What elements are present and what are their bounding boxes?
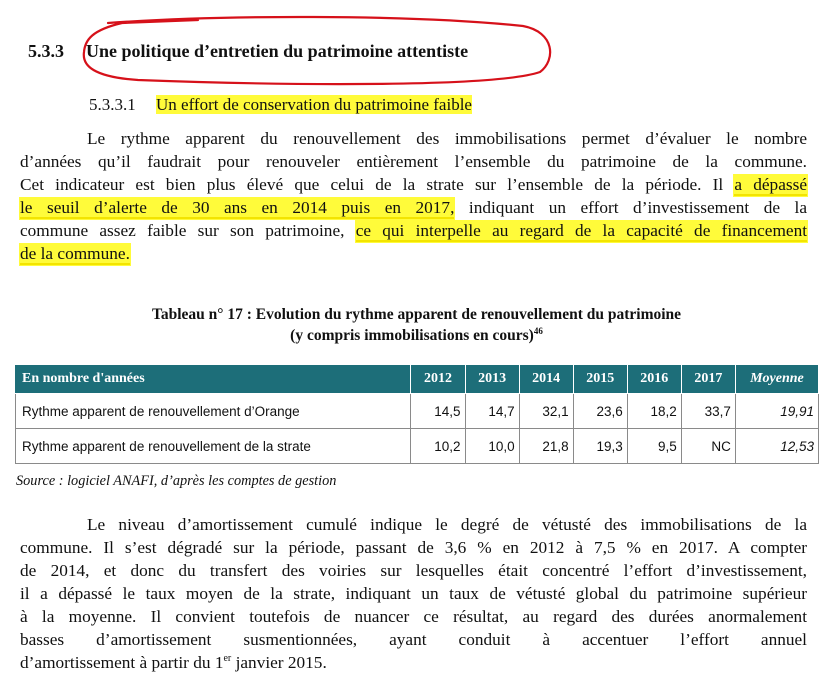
paragraph-1-line-6 bbox=[20, 243, 807, 265]
paragraph-1-line-2: d’années qu’il faudrait pour renouveler entièrement l’ensemble du patrimoine de la commune. bbox=[20, 152, 807, 171]
table-cell: 14,5 bbox=[411, 394, 465, 429]
paragraph-2-text: d’amortissement à partir du 1 bbox=[20, 653, 224, 672]
highlighted-text: a dépassé bbox=[734, 175, 807, 194]
paragraph-2-line-6: basses d’amortissement susmentionnées, ayant conduit à accentuer l’effort annuel bbox=[20, 630, 807, 649]
paragraph-1-text: Cet indicateur est bien plus élevé que celui de la strate sur l’ensemble de la période. Il bbox=[20, 175, 724, 194]
highlighted-text: le seuil d’alerte de 30 ans en 2014 puis en 2017, bbox=[20, 198, 455, 217]
table-cell: 19,3 bbox=[573, 429, 627, 464]
table-cell: 9,5 bbox=[627, 429, 681, 464]
table-cell: 10,2 bbox=[411, 429, 465, 464]
paragraph-2-line-7 bbox=[20, 652, 807, 674]
subsection-heading bbox=[89, 95, 472, 115]
highlighted-text: ce qui interpelle au regard de la capacité de financement bbox=[355, 221, 808, 240]
table-header-row bbox=[16, 365, 819, 394]
subsection-title-highlighted: Un effort de conservation du patrimoine faible bbox=[156, 95, 472, 114]
paragraph-1-line-5 bbox=[20, 220, 807, 242]
column-header-year: 2012 bbox=[411, 365, 465, 394]
column-header-year: 2013 bbox=[465, 365, 519, 394]
section-number: 5.3.3 bbox=[28, 41, 64, 61]
paragraph-2-line-1: Le niveau d’amortissement cumulé indique le degré de vétusté des immobilisations de la bbox=[87, 515, 807, 534]
section-title: Une politique d’entretien du patrimoine attentiste bbox=[86, 41, 469, 61]
table-cell: NC bbox=[681, 429, 735, 464]
highlighted-text: de la commune. bbox=[20, 244, 130, 263]
table-caption-line-2 bbox=[0, 327, 833, 345]
column-header-year: 2016 bbox=[627, 365, 681, 394]
paragraph-1-line-1: Le rythme apparent du renouvellement des immobilisations permet d’évaluer le nombre bbox=[87, 129, 807, 148]
table-cell: 21,8 bbox=[519, 429, 573, 464]
paragraph-2-text: janvier 2015. bbox=[231, 653, 327, 672]
paragraph-2-line-4: il a dépassé le taux moyen de la strate, indiquant un taux de vétusté global du patrimoine supérieur bbox=[20, 584, 807, 603]
paragraph-1-text: commune assez faible sur son patrimoine, bbox=[20, 221, 345, 240]
paragraph-1-text: indiquant un effort d’investissement de la bbox=[468, 198, 807, 217]
column-header-year: 2014 bbox=[519, 365, 573, 394]
subsection-number: 5.3.3.1 bbox=[89, 95, 136, 114]
average-cell: 19,91 bbox=[735, 394, 818, 429]
paragraph-2-line-2: commune. Il s’est dégradé sur la période, passant de 3,6 % en 2012 à 7,5 % en 2017. A compter bbox=[20, 538, 807, 557]
table-cell: 33,7 bbox=[681, 394, 735, 429]
row-label: Rythme apparent de renouvellement de la strate bbox=[16, 429, 411, 464]
section-heading bbox=[28, 41, 468, 62]
row-label: Rythme apparent de renouvellement d’Orange bbox=[16, 394, 411, 429]
superscript: er bbox=[223, 653, 232, 664]
table-caption-text: (y compris immobilisations en cours) bbox=[290, 327, 534, 344]
column-header-average: Moyenne bbox=[735, 365, 818, 394]
paragraph-2-line-3: de 2014, et donc du transfert des voiries sur lesquelles était concentré l’effort d’investissement, bbox=[20, 561, 807, 580]
table-source: Source : logiciel ANAFI, d’après les comptes de gestion bbox=[16, 473, 337, 489]
paragraph-1-line-3 bbox=[20, 174, 807, 196]
footnote-marker: 46 bbox=[533, 326, 543, 336]
table-cell: 18,2 bbox=[627, 394, 681, 429]
table-cell: 32,1 bbox=[519, 394, 573, 429]
paragraph-2-line-5: à la moyenne. Il convient toutefois de nuancer ce résultat, au regard des durées anormalement bbox=[20, 607, 807, 626]
column-header-year: 2017 bbox=[681, 365, 735, 394]
paragraph-1-line-4 bbox=[20, 197, 807, 219]
table-cell: 14,7 bbox=[465, 394, 519, 429]
column-header-label: En nombre d'années bbox=[16, 365, 411, 394]
table-row bbox=[16, 429, 819, 464]
data-table bbox=[15, 364, 819, 464]
column-header-year: 2015 bbox=[573, 365, 627, 394]
table-cell: 23,6 bbox=[573, 394, 627, 429]
table-cell: 10,0 bbox=[465, 429, 519, 464]
table-caption-line-1: Tableau n° 17 : Evolution du rythme apparent de renouvellement du patrimoine bbox=[151, 306, 682, 323]
average-cell: 12,53 bbox=[735, 429, 818, 464]
table-row bbox=[16, 394, 819, 429]
